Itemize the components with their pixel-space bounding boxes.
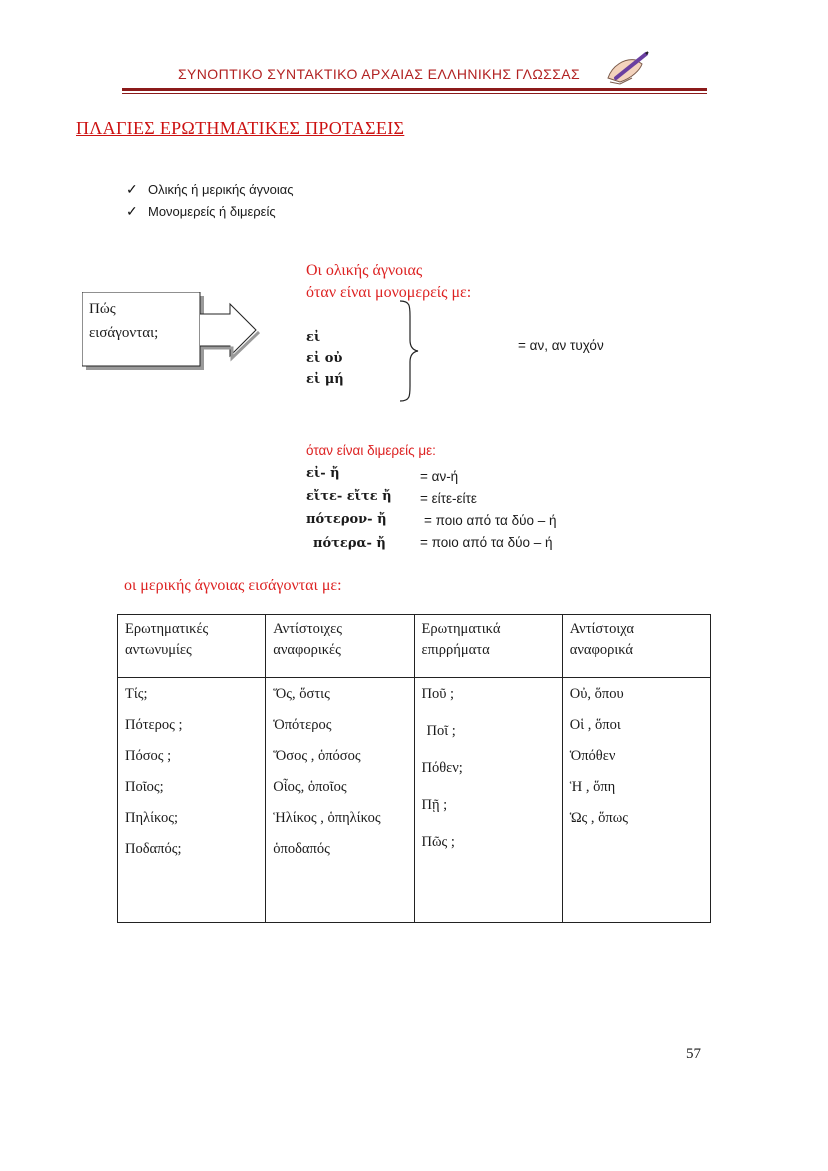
- bipartite-heading: όταν είναι διμερείς με:: [306, 443, 436, 458]
- table-cell-interrogative-pronouns: [118, 678, 266, 923]
- writing-hand-icon: [602, 48, 650, 88]
- bipartite-meaning: = αν-ή: [420, 469, 459, 484]
- table-item: Οἱ , ὅποι: [569, 717, 621, 733]
- table-item: Ὅς, ὅστις: [273, 686, 330, 702]
- bipartite-greek: εἴτε- εἴτε ἤ: [306, 489, 392, 504]
- table-item: Ὡς , ὅπως: [569, 810, 628, 826]
- table-row: [118, 678, 711, 923]
- bipartite-meaning: = ποιο από τα δύο – ή: [424, 513, 557, 528]
- table-header-row: [118, 615, 711, 678]
- table-item: Ὅσος , ὁπόσος: [273, 748, 361, 764]
- table-item: Ὁπότερος: [273, 717, 332, 733]
- conjunction-word: εἰ: [306, 330, 321, 345]
- table-item: Ποδαπός;: [125, 841, 182, 857]
- checkmark-icon: ✓: [126, 202, 138, 219]
- bipartite-greek: εἰ- ἤ: [306, 466, 340, 481]
- table-item: Ὁπόθεν: [569, 748, 616, 764]
- partial-heading: οι μερικής άγνοιας εισάγονται με:: [124, 577, 342, 594]
- table-item: Ποῖ ;: [426, 723, 456, 739]
- bipartite-greek: πότερον- ἤ: [306, 512, 387, 527]
- conjunction-word: εἰ οὐ: [306, 351, 343, 366]
- table-item: Ποῖος;: [125, 779, 164, 795]
- table-cell-relative-adverbs: [562, 678, 710, 923]
- pronouns-table: [117, 614, 711, 923]
- table-item: ὁποδαπός: [273, 841, 330, 857]
- running-header: ΣΥΝΟΠΤΙΚΟ ΣΥΝΤΑΚΤΙΚΟ ΑΡΧΑΙΑΣ ΕΛΛΗΝΙΚΗΣ ΓΛΩΣΣΑΣ: [178, 66, 581, 82]
- page-number: 57: [686, 1046, 701, 1062]
- table-cell-interrogative-adverbs: [414, 678, 562, 923]
- table-item: Τίς;: [125, 686, 148, 702]
- table-item: Πηλίκος;: [125, 810, 178, 826]
- table-item: Ποῦ ;: [421, 686, 455, 702]
- checklist-item: [126, 200, 294, 222]
- bipartite-meaning: = ποιο από τα δύο – ή: [420, 535, 553, 550]
- arrow-box-line: εισάγονται;: [89, 325, 159, 341]
- header-rule-thin: [122, 93, 707, 94]
- table-header-cell: Ερωτηματικές αντωνυμίες: [118, 615, 266, 678]
- table-header-cell: Αντίστοιχες αναφορικές: [266, 615, 414, 678]
- right-brace-icon: [398, 300, 422, 402]
- table-item: Πῶς ;: [421, 834, 455, 850]
- table-item: Πῇ ;: [421, 797, 448, 813]
- table-item: Ἡ , ὅπη: [569, 779, 616, 795]
- table-item: Οὐ, ὅπου: [569, 686, 624, 702]
- total-meaning: = αν, αν τυχόν: [518, 338, 604, 353]
- bipartite-greek: πότερα- ἤ: [313, 536, 386, 551]
- table-item: Πόσος ;: [125, 748, 172, 764]
- table-header-cell: Αντίστοιχα αναφορικά: [562, 615, 710, 678]
- table-item: Πόθεν;: [421, 760, 463, 776]
- total-heading-2: όταν είναι μονομερείς με:: [306, 284, 472, 301]
- checklist-item-label: Μονομερείς ή διμερείς: [148, 203, 276, 219]
- bipartite-meaning: = είτε-είτε: [420, 491, 477, 506]
- monomerous-words: [306, 327, 344, 390]
- total-heading-1: Οι ολικής άγνοιας: [306, 262, 423, 279]
- table-item: Οἷος, ὁποῖος: [273, 779, 347, 795]
- checklist-item: [126, 178, 294, 200]
- section-title: ΠΛΑΓΙΕΣ ΕΡΩΤΗΜΑΤΙΚΕΣ ΠΡΟΤΑΣΕΙΣ: [76, 118, 405, 138]
- table-header-cell: Ερωτηματικά επιρρήματα: [414, 615, 562, 678]
- conjunction-word: εἰ μή: [306, 372, 344, 387]
- table-item: Ἡλίκος , ὁπηλίκος: [273, 810, 381, 826]
- arrow-box-text: [89, 297, 158, 345]
- table-item: Πότερος ;: [125, 717, 183, 733]
- table-cell-relative-pronouns: [266, 678, 414, 923]
- arrow-box-line: Πώς: [89, 301, 116, 317]
- checklist: [126, 178, 294, 222]
- checkmark-icon: ✓: [126, 180, 138, 197]
- checklist-item-label: Ολικής ή μερικής άγνοιας: [148, 181, 294, 197]
- header-rule: [122, 88, 707, 91]
